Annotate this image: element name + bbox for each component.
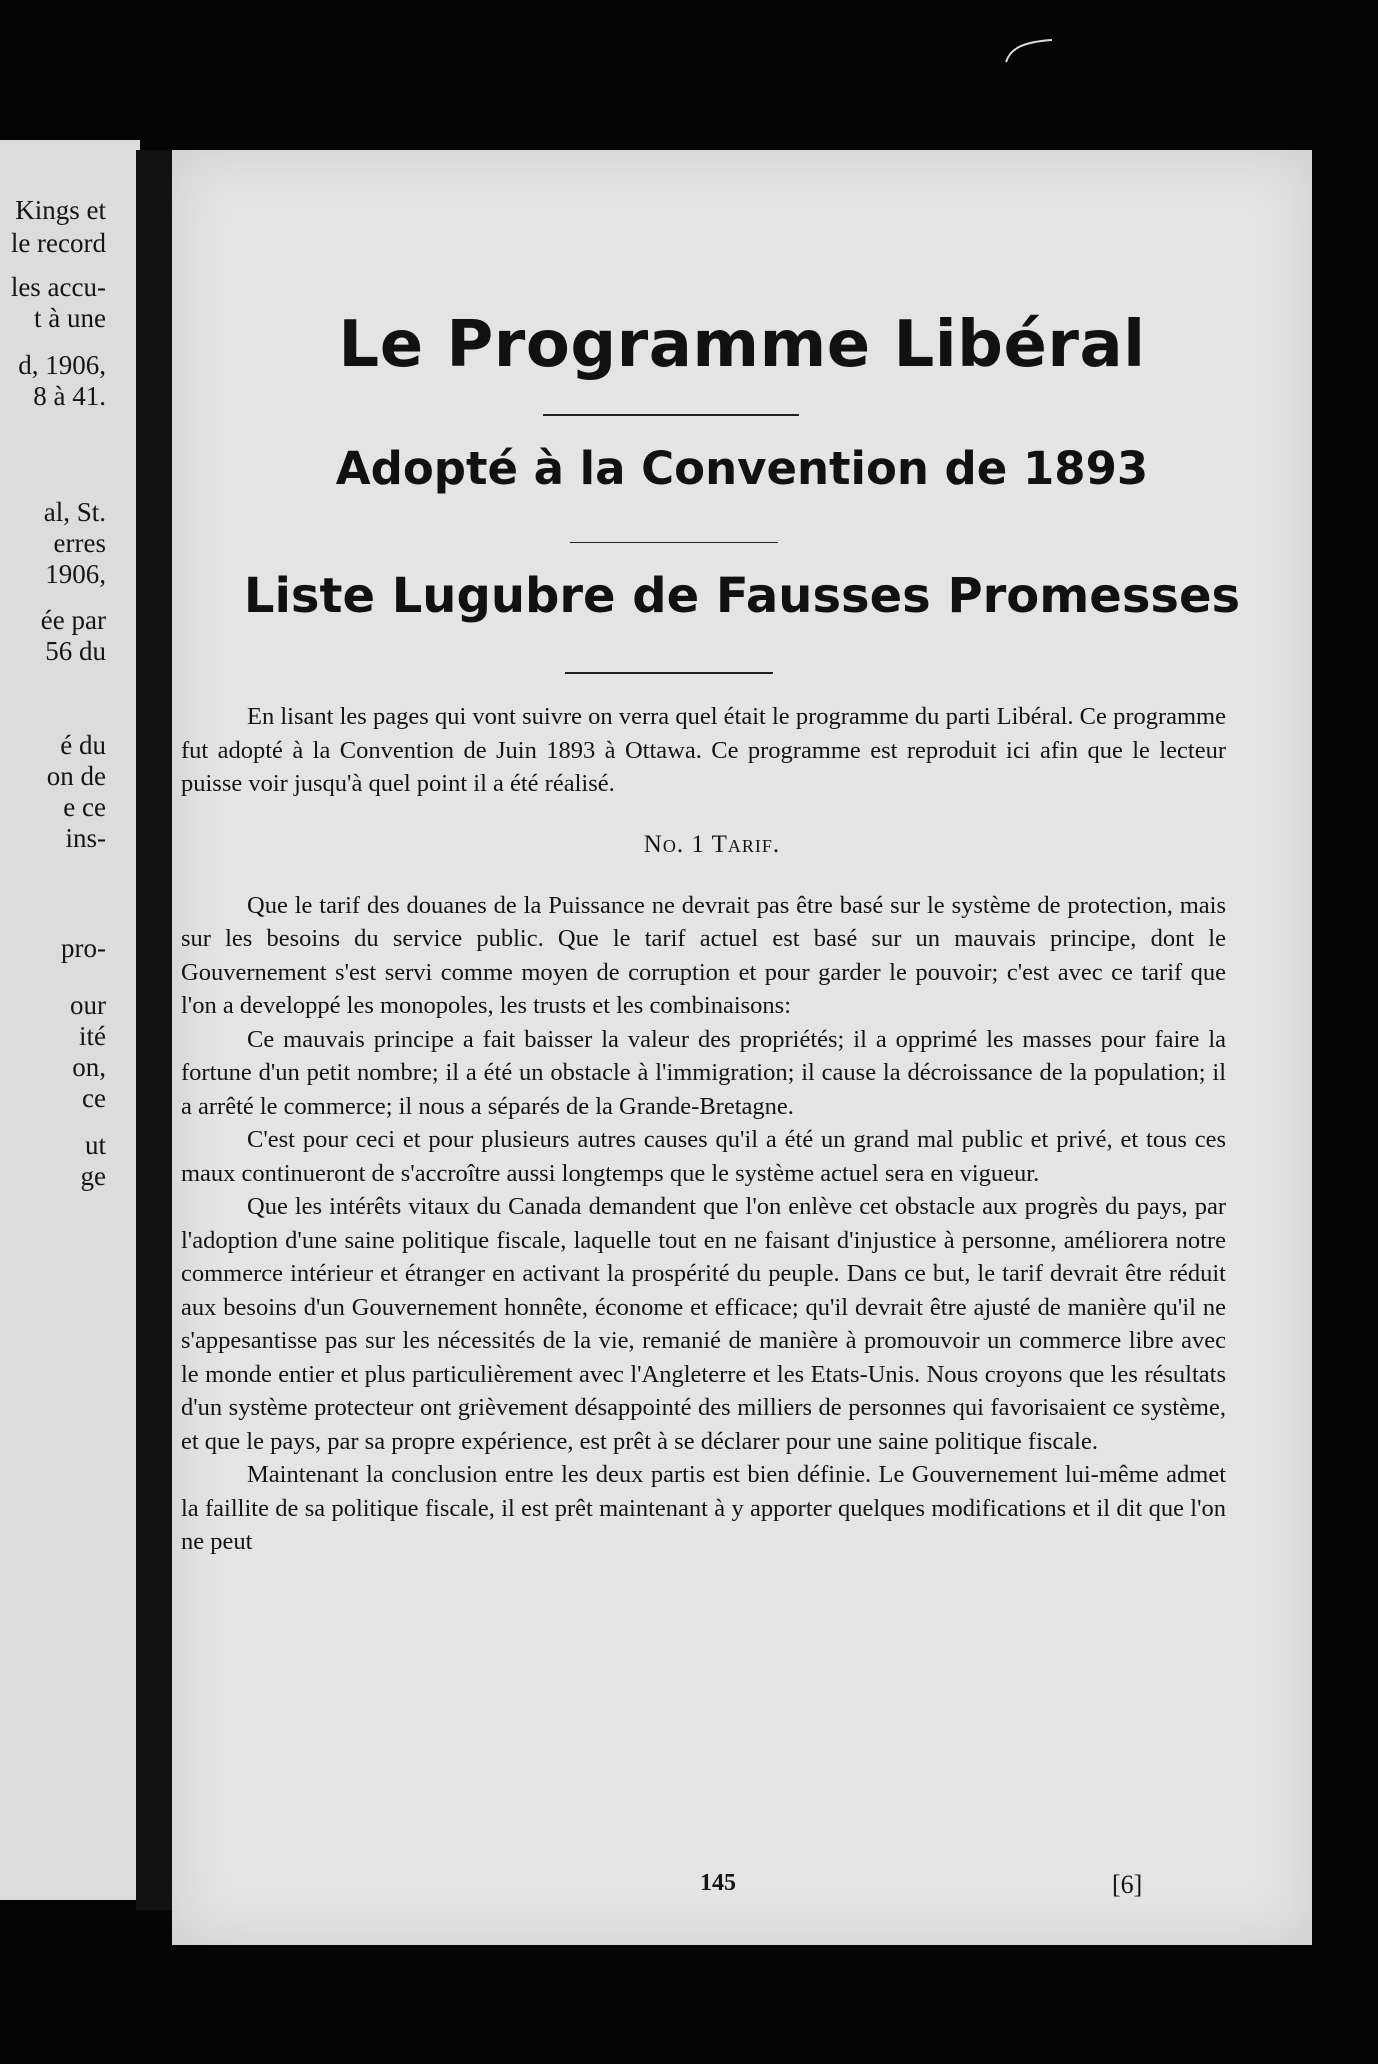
- facing-page-text: ée par: [40, 605, 106, 635]
- facing-page-text: 1906,: [45, 559, 106, 589]
- facing-page-text: le record: [10, 228, 106, 258]
- subtitle-divider: [570, 542, 778, 543]
- facing-page-text: d, 1906,: [18, 350, 106, 380]
- facing-page-text: ce: [82, 1083, 106, 1113]
- facing-page-text: our: [70, 990, 106, 1020]
- facing-page-text: t à une: [34, 303, 106, 333]
- facing-page-text: ins-: [65, 823, 106, 853]
- facing-page-text: ut: [84, 1130, 106, 1160]
- page-footer: [172, 1870, 1312, 1910]
- body-paragraph: C'est pour ceci et pour plusieurs autres causes qu'il a été un grand mal public et privé, et tous ces maux continueront de s'accroître aussi longtemps que le système actuel sera en vigueur.: [181, 1126, 1226, 1187]
- facing-page-text: 56 du: [45, 636, 106, 666]
- facing-page-text: erres: [53, 528, 106, 558]
- facing-page-text: 8 à 41.: [33, 381, 106, 411]
- facing-page-text: les accu-: [10, 272, 106, 302]
- tagline-divider: [565, 672, 773, 674]
- facing-page-text: ité: [79, 1021, 106, 1051]
- facing-page-text: Kings et: [15, 195, 106, 225]
- page-number: 145: [700, 1870, 736, 1896]
- facing-page-text: on de: [46, 761, 106, 791]
- page-title: Le Programme Libéral: [338, 308, 1146, 382]
- section-heading: No. 1 Tarif.: [643, 830, 781, 858]
- facing-page: [0, 140, 140, 1900]
- body-paragraph: Ce mauvais principe a fait baisser la valeur des propriétés; il a opprimé les masses pour faire la fortune d'un petit nombre; il a été un obstacle à l'immigration; il cause la décroissance de la population; il a arrêté le commerce; il nous a séparés de la Grande-Bretagne.: [181, 1025, 1226, 1120]
- facing-page-text: e ce: [63, 792, 106, 822]
- pencil-mark-icon: [1000, 36, 1060, 66]
- signature-mark: [6]: [1112, 1870, 1143, 1899]
- facing-page-text: é du: [60, 730, 106, 760]
- intro-paragraph: En lisant les pages qui vont suivre on verra quel était le programme du parti Libéral. Ce programme fut adopté à la Convention de Juin 1893 à Ottawa. Ce programme est reproduit ici afin que le lecteur puisse voir jusqu'à quel point il a été réalisé.: [181, 703, 1226, 797]
- page-tagline: Liste Lugubre de Fausses Promesses: [243, 568, 1241, 624]
- facing-page-text: on,: [72, 1052, 106, 1082]
- facing-page-text: al, St.: [43, 497, 106, 527]
- book-gutter: [136, 150, 176, 1910]
- facing-page-text: ge: [80, 1161, 106, 1191]
- body-paragraph: Maintenant la conclusion entre les deux partis est bien définie. Le Gouvernement lui-même admet la faillite de sa politique fiscale, il est prêt maintenant à y apporter quelques modifications et il dit que l'on ne peut: [181, 1461, 1226, 1555]
- title-divider: [543, 414, 799, 416]
- page-subtitle: Adopté à la Convention de 1893: [335, 442, 1149, 495]
- document-page: [172, 150, 1312, 1945]
- facing-page-text: pro-: [61, 933, 106, 963]
- body-paragraph: Que le tarif des douanes de la Puissance ne devrait pas être basé sur le système de protection, mais sur les besoins du service public. Que le tarif actuel est basé sur un mauvais principe, dont le Gouvernement s'est servi comme moyen de corruption et pour garder le pouvoir; c'est avec ce tarif que l'on a developpé les monopoles, les trusts et les combinaisons:: [181, 891, 1226, 1019]
- body-paragraph: Que les intérêts vitaux du Canada demandent que l'on enlève cet obstacle aux progrès du pays, par l'adoption d'une saine politique fiscale, laquelle tout en ne faisant d'injustice à personne, améliorera notre commerce intérieur et étranger en activant la prospérité du peuple. Dans ce but, le tarif devrait être réduit aux besoins d'un Gouvernement honnête, économe et efficace; qu'il devrait être ajusté de manière qu'il ne s'appesantisse pas sur les nécessités de la vie, remanié de manière à promouvoir un commerce libre avec le monde entier et plus particulièrement avec l'Angleterre et les Etats-Unis. Nous croyons que les résultats d'un système protecteur ont grièvement désappointé des milliers de personnes qui favorisaient ce système, et que le pays, par sa propre expérience, est prêt à se déclarer pour une saine politique fiscale.: [181, 1193, 1226, 1455]
- body-text: [172, 700, 1312, 1559]
